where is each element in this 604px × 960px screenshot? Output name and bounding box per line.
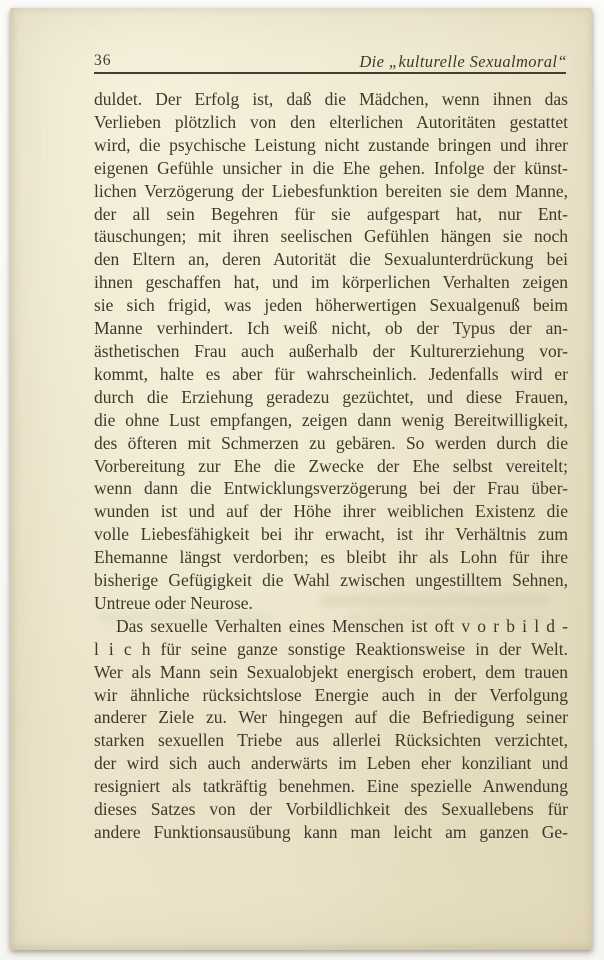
text-line: der wird sich auch anderwärts im Leben eher konziliant und: [94, 753, 568, 774]
body-text: [94, 88, 568, 844]
text-line: ihnen geschaffen hat, und im körperlichen Verhalten zeigen: [94, 272, 568, 293]
text-line: wunden ist und auf der Höhe ihrer weiblichen Existenz die: [94, 501, 568, 522]
text-line: Untreue oder Neurose.: [94, 592, 253, 613]
text-line: Das sexuelle Verhalten eines Menschen ist oft v o r b i l d -: [116, 615, 568, 636]
text-line: l i c h für seine ganze sonstige Reaktionsweise in der Welt.: [94, 638, 568, 659]
text-line: Verlieben plötzlich von den elterlichen Autoritäten gestattet: [94, 111, 568, 132]
page-number: 36: [94, 52, 112, 69]
text-line: bisherige Gefügigkeit die Wahl zwischen ungestilltem Sehnen,: [94, 570, 568, 591]
book-page: [10, 8, 592, 950]
paragraph-1: [94, 88, 568, 615]
text-line: wird, die psychische Leistung nicht zustande bringen und ihrer: [94, 134, 568, 155]
text-line: der all sein Begehren für sie aufgespart hat, nur Ent-: [94, 203, 568, 224]
text-line: täuschungen; mit ihren seelischen Gefühlen hängen sie noch: [94, 226, 568, 247]
text-line: die ohne Lust empfangen, zeigen dann wenig Bereitwilligkeit,: [94, 409, 568, 430]
text-line: wenn dann die Entwicklungsverzögerung bei der Frau über-: [94, 478, 568, 499]
text-line: Ehemanne längst verdorben; es bleibt ihr als Lohn für ihre: [94, 547, 568, 568]
text-line: den Eltern an, deren Autorität die Sexualunterdrückung bei: [94, 249, 568, 270]
text-line: resigniert als tatkräftig benehmen. Eine spezielle Anwendung: [94, 776, 568, 797]
text-line: starken sexuellen Triebe aus allerlei Rücksichten verzichtet,: [94, 730, 568, 751]
text-line: des öfteren mit Schmerzen zu gebären. So werden durch die: [94, 432, 568, 453]
text-line: volle Liebesfähigkeit bei ihr erwacht, ist ihr Verhältnis zum: [94, 524, 568, 545]
text-line: sie sich frigid, was jeden höherwertigen Sexualgenuß beim: [94, 295, 568, 316]
text-line: durch die Erziehung geradezu gezüchtet, und diese Frauen,: [94, 386, 568, 407]
text-line: ästhetischen Frau auch außerhalb der Kulturerziehung vor-: [94, 340, 568, 361]
text-line: duldet. Der Erfolg ist, daß die Mädchen, wenn ihnen das: [94, 89, 568, 109]
text-line: Wer als Mann sein Sexualobjekt energisch erobert, dem trauen: [94, 661, 568, 682]
paragraph-2: [94, 615, 568, 844]
text-line: Vorbereitung zur Ehe die Zwecke der Ehe selbst vereitelt;: [94, 455, 568, 476]
running-title: Die „kulturelle Sexualmoral“: [359, 52, 567, 71]
text-line: anderer Ziele zu. Wer hingegen auf die Befriedigung seiner: [94, 707, 568, 728]
text-line: lichen Verzögerung der Liebesfunktion bereiten sie dem Manne,: [94, 180, 568, 201]
text-line: wir ähnliche rücksichtslose Energie auch in der Verfolgung: [94, 684, 568, 705]
text-line: andere Funktionsausübung kann man leicht am ganzen Ge-: [94, 822, 568, 842]
header-rule: [94, 72, 566, 74]
text-line: eigenen Gefühle unsicher in die Ehe gehen. Infolge der künst-: [94, 157, 568, 178]
text-line: Manne verhindert. Ich weiß nicht, ob der Typus der an-: [94, 318, 568, 339]
text-line: kommt, halte es aber für wahrscheinlich. Jedenfalls wird er: [94, 363, 568, 384]
text-line: dieses Satzes von der Vorbildlichkeit des Sexuallebens für: [94, 799, 568, 820]
